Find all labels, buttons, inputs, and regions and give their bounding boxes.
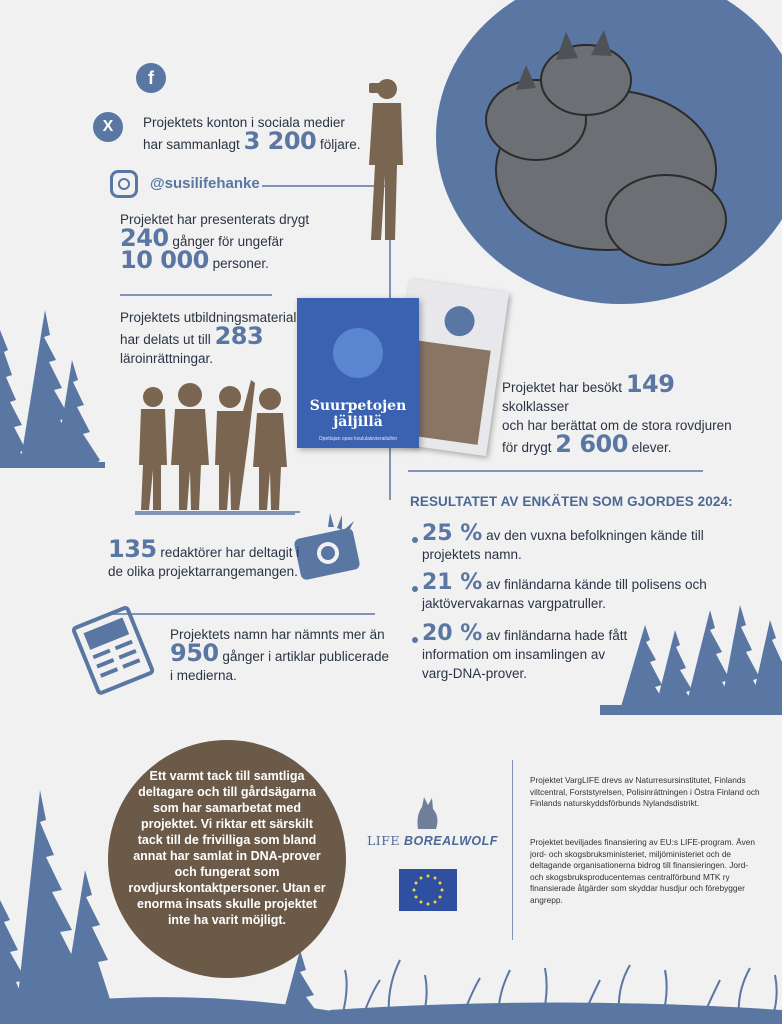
survey-pct: 21 % (422, 570, 483, 595)
credits-p1: Projektet VargLIFE drevs av Naturresursinstitutet, Finlands viltcentral, Forststyrelsen, Polisinrättningen i Östra Finland och Finlands naturskyddsförbunds Nylandsdistrikt. (530, 775, 760, 808)
grass-bottom-icon (330, 940, 782, 1024)
survey-text-b: projektets namn. (422, 547, 522, 562)
life-borealwolf-logo (367, 833, 498, 848)
book-title-line1: Suurpetojen (309, 398, 407, 414)
education-number: 283 (214, 322, 264, 350)
instagram-icon[interactable] (110, 170, 138, 198)
media-text (170, 625, 410, 685)
presentations-text (120, 210, 360, 273)
social-suffix: följare. (319, 137, 361, 152)
classes-number1: 149 (625, 370, 675, 398)
education-line1: Projektets utbildningsmaterial (120, 310, 297, 325)
survey-heading: RESULTATET AV ENKÄTEN SOM GJORDES 2024: (410, 494, 733, 509)
survey-text-b: jaktövervakarnas vargpatruller. (422, 596, 606, 611)
survey-text-a: av finländarna kände till polisens och (486, 577, 707, 592)
presentations-suffix: personer. (212, 256, 269, 271)
presentations-number1: 240 (120, 224, 169, 252)
facebook-icon[interactable]: f (136, 63, 166, 93)
education-text (120, 308, 320, 368)
survey-pct: 20 % (422, 621, 483, 646)
survey-item (422, 521, 722, 564)
media-mid: gånger i artiklar publicerade (222, 649, 389, 664)
x-twitter-icon[interactable]: X (93, 112, 123, 142)
survey-text-b: information om insamlingen av (422, 647, 606, 662)
divider (135, 513, 295, 515)
classes-prefix3: för drygt (502, 440, 552, 455)
classes-mid: skolklasser (502, 399, 569, 414)
classes-prefix: Projektet har besökt (502, 380, 623, 395)
book-title-line2: jäljillä (333, 414, 383, 430)
classes-text (502, 370, 742, 458)
presentations-line1: Projektet har presenterats drygt (120, 212, 310, 227)
book-subtitle: Opettajan opas koululaisvierailuihin (318, 436, 398, 442)
education-suffix: läroinrättningar. (120, 351, 214, 366)
social-line1: Projektets konton i sociala medier (143, 115, 345, 130)
editors-number: 135 (108, 535, 157, 563)
book-cover (297, 298, 419, 448)
media-line1: Projektets namn har nämnts mer än (170, 627, 385, 642)
credits-p2: Projektet beviljades finansiering av EU:s LIFE-program. Även jord- och skogsbruksministeriet, miljöministeriet och de deltagande organisationerna bidrog till finansieringen. Jord- och skogsbruksproducenternas centralförbund MTK ry finansierade åtgärder som skyddar husdjur och förebygger angrepp. (530, 837, 756, 905)
survey-text-c: varg-DNA-prover. (422, 666, 528, 681)
survey-text-a: av finländarna hade fått (486, 628, 628, 643)
eu-life-flag (399, 869, 457, 911)
editors-text2: de olika projektarrangemangen. (108, 564, 298, 579)
divider (120, 294, 272, 296)
media-number: 950 (170, 639, 219, 667)
children-silhouette (135, 375, 300, 515)
book-title (297, 398, 419, 430)
classes-suffix: elever. (631, 440, 672, 455)
media-line3: i medierna. (170, 668, 237, 683)
social-number: 3 200 (243, 127, 317, 155)
photographer-silhouette (355, 75, 415, 245)
forest-left-icon (0, 300, 110, 470)
survey-bullet (412, 586, 418, 592)
survey-text-a: av den vuxna befolkningen kände till (486, 528, 704, 543)
survey-item (422, 621, 722, 683)
survey-item (422, 570, 722, 613)
newspaper-icon (72, 605, 156, 695)
credits-divider (512, 760, 513, 940)
wolf-head-icon (412, 795, 442, 831)
social-text (143, 113, 363, 154)
survey-pct: 25 % (422, 521, 483, 546)
wolves-illustration (436, 0, 782, 304)
logo-life: LIFE (367, 833, 401, 848)
classes-line2: och har berättat om de stora rovdjuren (502, 418, 732, 433)
instagram-handle[interactable]: @susilifehanke (150, 175, 260, 192)
presentations-mid: gånger för ungefär (172, 234, 284, 249)
divider (408, 470, 703, 472)
thanks-message: Ett varmt tack till samtliga deltagare och till gårdsägarna som har samarbetat med projektet. Vi riktar ett särskilt tack till de frivilliga som bland annat har samlat in DNA-prover och fungerat som rovdjurskontaktpersoner. Utan er enorma insats skulle projektet inte ha varit möjligt. (108, 740, 346, 978)
social-prefix: har sammanlagt (143, 137, 240, 152)
education-prefix: har delats ut till (120, 332, 211, 347)
classes-number2: 2 600 (555, 430, 628, 458)
survey-bullet (412, 537, 418, 543)
presentations-number2: 10 000 (120, 246, 209, 274)
survey-bullet (412, 637, 418, 643)
editors-text1: redaktörer har deltagit i (160, 545, 300, 560)
editors-text (108, 535, 348, 581)
logo-name: BOREALWOLF (404, 834, 498, 848)
